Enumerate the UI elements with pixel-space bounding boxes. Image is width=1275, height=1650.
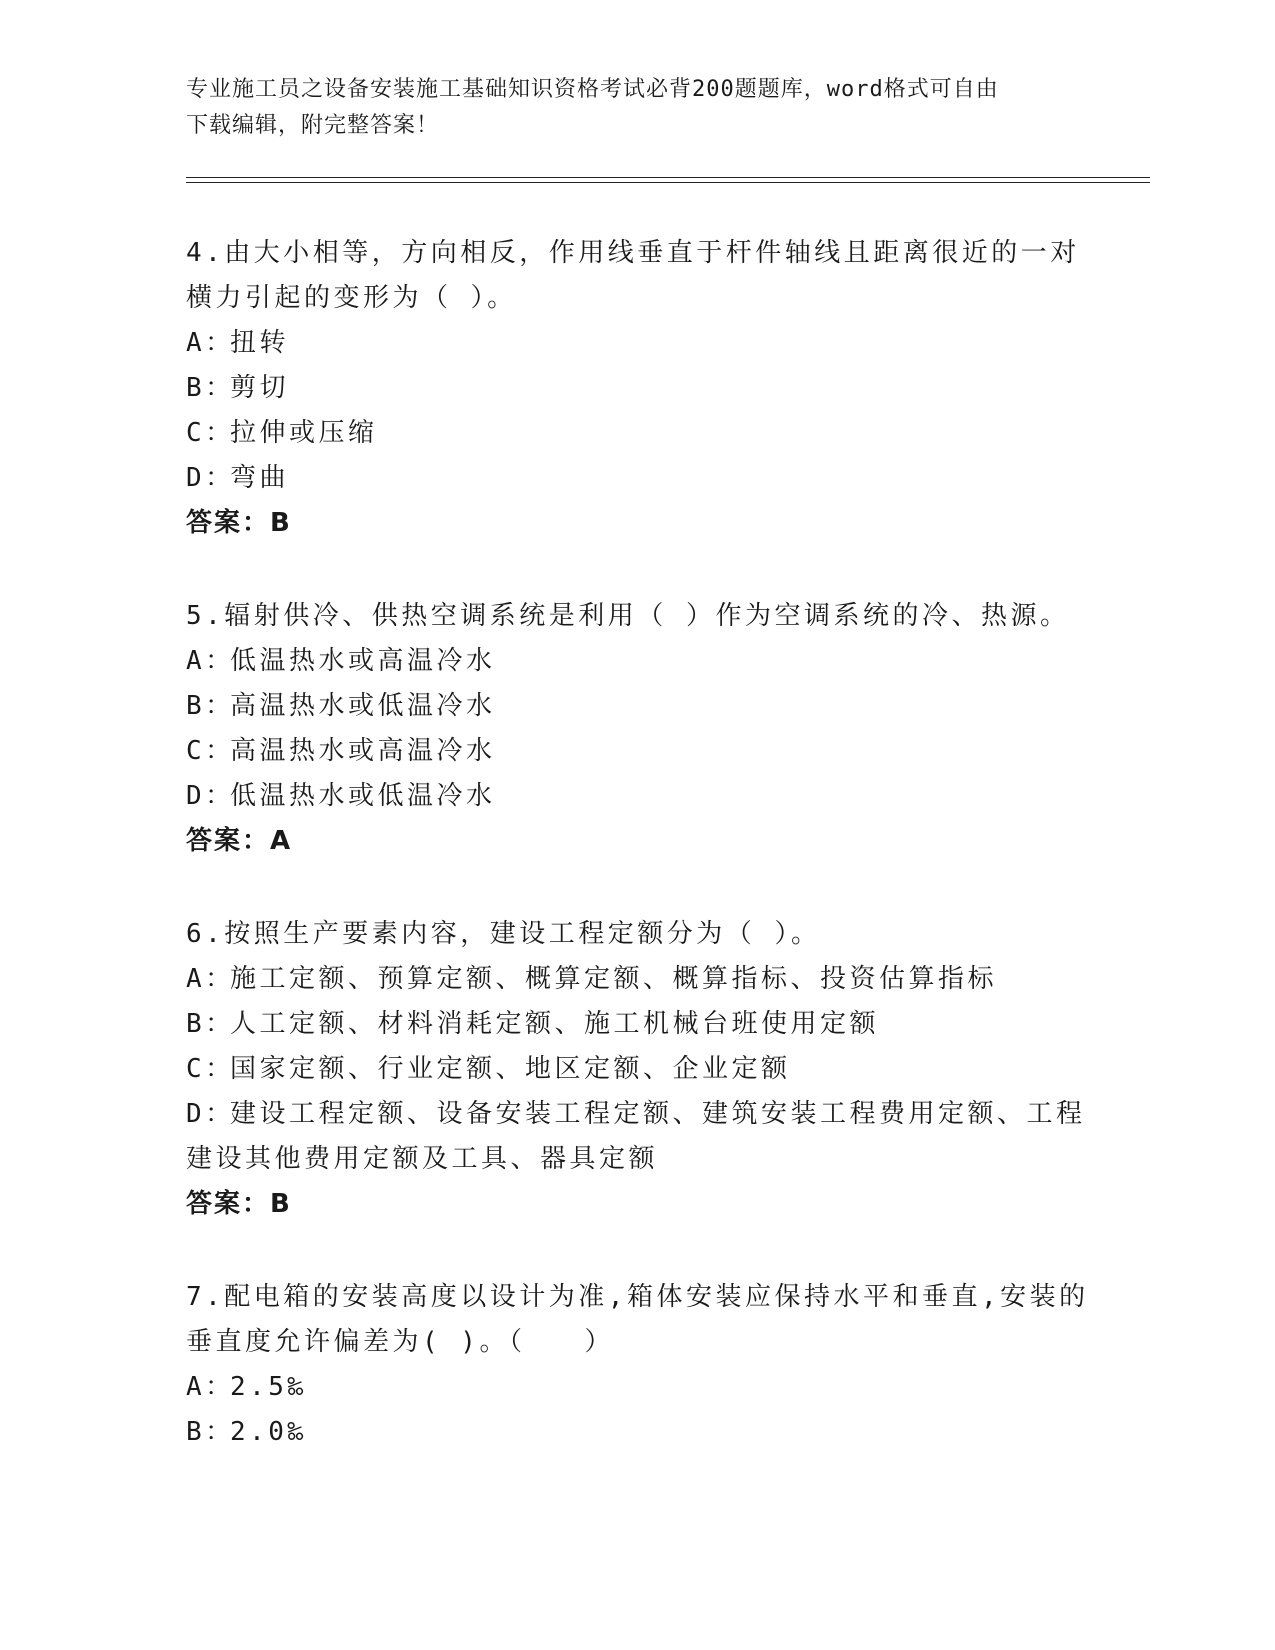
option-c bbox=[186, 729, 1086, 774]
option-b bbox=[186, 684, 1086, 729]
option-label: C： bbox=[186, 418, 235, 448]
option-label: A： bbox=[186, 328, 235, 358]
option-a bbox=[186, 957, 1086, 1002]
option-text: 建设工程定额、设备安装工程定额、建筑安装工程费用定额、工程 bbox=[230, 1099, 1086, 1129]
option-label: B： bbox=[186, 1009, 235, 1039]
option-text: 剪切 bbox=[230, 373, 290, 403]
answer: 答案：B bbox=[186, 1189, 292, 1219]
option-text: 拉伸或压缩 bbox=[230, 418, 378, 448]
header-line-2: 下载编辑，附完整答案！ bbox=[186, 113, 440, 138]
option-c bbox=[186, 1047, 1086, 1092]
option-text: 高温热水或高温冷水 bbox=[230, 736, 496, 766]
option-a bbox=[186, 639, 1086, 684]
answer: 答案：B bbox=[186, 508, 292, 538]
question-stem: 6.按照生产要素内容，建设工程定额分为（ ）。 bbox=[186, 919, 821, 949]
option-d bbox=[186, 774, 1086, 819]
option-label: D： bbox=[186, 781, 235, 811]
option-label: A： bbox=[186, 964, 235, 994]
option-a bbox=[186, 321, 1086, 366]
option-text: 施工定额、预算定额、概算定额、概算指标、投资估算指标 bbox=[230, 964, 998, 994]
option-d bbox=[186, 1092, 1086, 1137]
option-d bbox=[186, 456, 1086, 501]
question-stem: 7.配电箱的安装高度以设计为准,箱体安装应保持水平和垂直,安装的 bbox=[186, 1282, 1089, 1312]
option-text: 人工定额、材料消耗定额、施工机械台班使用定额 bbox=[230, 1009, 880, 1039]
question-7 bbox=[186, 1275, 1089, 1455]
header-divider-top bbox=[186, 177, 1150, 178]
option-label: C： bbox=[186, 736, 235, 766]
option-text: 国家定额、行业定额、地区定额、企业定额 bbox=[230, 1054, 791, 1084]
option-b bbox=[186, 366, 1086, 411]
option-text: 低温热水或高温冷水 bbox=[230, 646, 496, 676]
question-stem: 4.由大小相等，方向相反，作用线垂直于杆件轴线且距离很近的一对 bbox=[186, 238, 1080, 268]
option-c bbox=[186, 411, 1086, 456]
question-stem: 垂直度允许偏差为( )。（ ） bbox=[186, 1327, 614, 1357]
document-header bbox=[186, 72, 1086, 144]
question-stem: 5.辐射供冷、供热空调系统是利用（ ）作为空调系统的冷、热源。 bbox=[186, 601, 1070, 631]
option-text: 扭转 bbox=[230, 328, 290, 358]
question-5 bbox=[186, 594, 1086, 864]
header-divider-bottom bbox=[186, 182, 1150, 183]
option-label: A： bbox=[186, 646, 235, 676]
option-a bbox=[186, 1365, 1086, 1410]
option-label: B： bbox=[186, 691, 235, 721]
question-4 bbox=[186, 231, 1086, 546]
option-text: 低温热水或低温冷水 bbox=[230, 781, 496, 811]
option-label: B： bbox=[186, 373, 235, 403]
option-text: 弯曲 bbox=[230, 463, 290, 493]
option-label: D： bbox=[186, 463, 235, 493]
option-b bbox=[186, 1410, 1086, 1455]
option-d-continuation: 建设其他费用定额及工具、器具定额 bbox=[186, 1144, 659, 1174]
answer: 答案：A bbox=[186, 826, 293, 856]
option-text: 2.5‰ bbox=[230, 1372, 307, 1402]
option-text: 高温热水或低温冷水 bbox=[230, 691, 496, 721]
question-6 bbox=[186, 912, 1086, 1227]
option-b bbox=[186, 1002, 1086, 1047]
option-label: C： bbox=[186, 1054, 235, 1084]
option-text: 2.0‰ bbox=[230, 1417, 307, 1447]
option-label: B： bbox=[186, 1417, 235, 1447]
option-label: A： bbox=[186, 1372, 235, 1402]
header-line-1: 专业施工员之设备安装施工基础知识资格考试必背200题题库，word格式可自由 bbox=[186, 77, 999, 102]
option-label: D： bbox=[186, 1099, 235, 1129]
question-stem: 横力引起的变形为（ ）。 bbox=[186, 283, 517, 313]
